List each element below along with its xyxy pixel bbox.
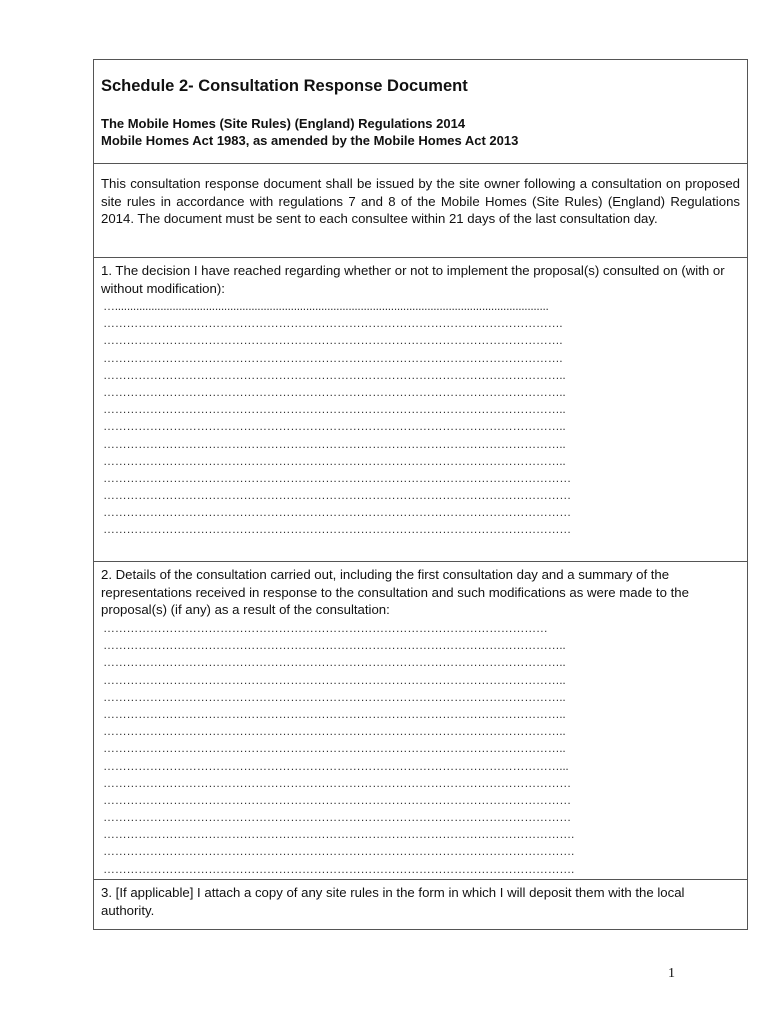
- dotted-answer-line: ………………………………………………………………………………………………………..: [103, 453, 566, 468]
- dotted-answer-line: …………………………………………………………………………………………………………: [103, 470, 572, 485]
- dotted-answer-line: ……………………………………………………………………………………………………….: [103, 316, 563, 331]
- decision-answer-area[interactable]: [103, 298, 741, 539]
- document-title: Schedule 2- Consultation Response Document: [101, 77, 468, 95]
- consultation-details-answer-area[interactable]: [103, 620, 741, 878]
- act-subtitle: Mobile Homes Act 1983, as amended by the Mobile Homes Act 2013: [101, 133, 519, 148]
- dotted-answer-line: ………………………………………………………………………………………………………..: [103, 638, 566, 653]
- dotted-answer-line: ………………………………………………………………………………………………………..: [103, 689, 566, 704]
- consultation-details-section: [94, 562, 747, 880]
- dotted-answer-line: …………………………………………………………………………………………………………: [103, 792, 572, 807]
- dotted-answer-line: ………………………………………………………………………………………………………….: [103, 861, 575, 876]
- response-document-frame: [93, 59, 748, 930]
- dotted-answer-line: ………………………………………………………………………………………………………..: [103, 655, 566, 670]
- dotted-answer-line: ………………………………………………………………………………………………………...: [103, 758, 569, 773]
- dotted-answer-line: ……………………………………………………………………………………………………: [103, 621, 548, 635]
- dotted-answer-line: …………………………………………………………………………………………………………: [103, 522, 572, 537]
- header-section: [94, 60, 747, 164]
- site-rules-attachment-statement: 3. [If applicable] I attach a copy of any site rules in the form in which I will deposit them with the local authority.: [101, 885, 685, 918]
- dotted-answer-line: …...............................................................................................................................................: [103, 299, 549, 313]
- dotted-answer-line: …………………………………………………………………………………………………………: [103, 505, 572, 520]
- dotted-answer-line: …………………………………………………………………………………………………………: [103, 488, 572, 503]
- dotted-answer-line: ………………………………………………………………………………………………………….: [103, 844, 575, 859]
- intro-paragraph: This consultation response document shall be issued by the site owner following a consultation on proposed site rules in accordance with regulations 7 and 8 of the Mobile Homes (Site Rules) (England) Regulations 2014. The document must be sent to each consultee within 21 days of the last consultation day.: [101, 176, 740, 226]
- dotted-answer-line: …………………………………………………………………………………………………………: [103, 775, 572, 790]
- dotted-answer-line: ………………………………………………………………………………………………………..: [103, 741, 566, 756]
- decision-section: [94, 258, 747, 562]
- decision-question: 1. The decision I have reached regarding whether or not to implement the proposal(s) consulted on (with or without modification):: [101, 263, 725, 296]
- dotted-answer-line: ……………………………………………………………………………………………………….: [103, 333, 563, 348]
- dotted-answer-line: ………………………………………………………………………………………………………..: [103, 672, 566, 687]
- dotted-answer-line: ………………………………………………………………………………………………………..: [103, 706, 566, 721]
- dotted-answer-line: ……………………………………………………………………………………………………….: [103, 350, 563, 365]
- dotted-answer-line: ………………………………………………………………………………………………………..: [103, 402, 566, 417]
- dotted-answer-line: ………………………………………………………………………………………………………..: [103, 419, 566, 434]
- dotted-answer-line: ………………………………………………………………………………………………………..: [103, 724, 566, 739]
- consultation-details-question: 2. Details of the consultation carried out, including the first consultation day and a summary of the representations received in response to the consultation and such modifications as were made to the proposal(s) (if any) as a result of the consultation:: [101, 567, 689, 617]
- intro-section: [94, 164, 747, 258]
- dotted-answer-line: ………………………………………………………………………………………………………..: [103, 384, 566, 399]
- dotted-answer-line: ………………………………………………………………………………………………………..: [103, 436, 566, 451]
- dotted-answer-line: …………………………………………………………………………………………………………: [103, 810, 572, 825]
- site-rules-attachment-section: [94, 880, 747, 931]
- dotted-answer-line: ………………………………………………………………………………………………………….: [103, 827, 575, 842]
- page-number: 1: [668, 966, 675, 981]
- dotted-answer-line: ………………………………………………………………………………………………………..: [103, 367, 566, 382]
- regulations-subtitle: The Mobile Homes (Site Rules) (England) Regulations 2014: [101, 116, 466, 131]
